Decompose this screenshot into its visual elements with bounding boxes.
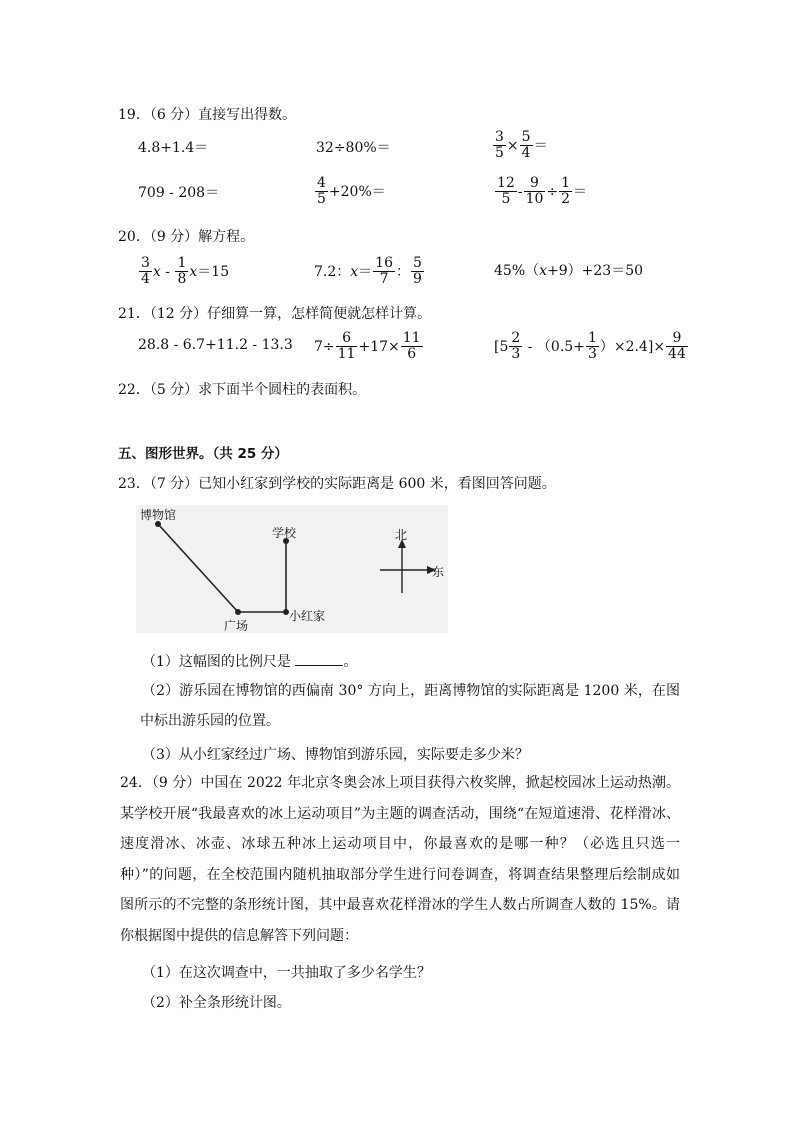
frac-num: 9 [666, 331, 688, 347]
square-point [235, 609, 241, 615]
q20-item-b [314, 256, 425, 288]
frac-den: 4 [521, 145, 531, 162]
q20-item-c [494, 260, 643, 280]
frac-den: 5 [501, 191, 511, 208]
frac-den: 5 [317, 191, 326, 208]
frac-den: 3 [511, 346, 521, 363]
label-museum: 博物馆 [140, 508, 177, 522]
frac-den: 11 [337, 346, 356, 363]
q24-part1: （1）在这次调查中，一共抽取了多少名学生？ [142, 965, 431, 981]
variable-x: x [152, 263, 161, 280]
frac-den: 10 [525, 191, 544, 208]
expr-text: 7÷ [314, 338, 335, 355]
frac-num: 1 [177, 255, 187, 271]
frac-num: 2 [511, 330, 521, 346]
q19-item-b: 32÷80%＝ [316, 140, 391, 156]
expr-text: 45%（ [494, 263, 540, 279]
expr-text: +17× [358, 338, 400, 355]
variable-x: x [189, 263, 198, 280]
q23-part3: （3）从小红家经过广场、博物馆到游乐园，实际要走多少米？ [142, 747, 529, 763]
q19-item-f [494, 176, 587, 208]
operator: ÷ [546, 183, 559, 200]
frac-den: 9 [413, 271, 422, 288]
frac-num: 5 [521, 129, 531, 145]
operator: ： [396, 263, 410, 280]
operator: × [506, 137, 519, 154]
frac-num: 3 [141, 255, 150, 271]
variable-x: x [350, 263, 359, 280]
frac-den: 2 [561, 191, 571, 208]
label-square: 广场 [224, 619, 249, 633]
q24-text: 24．（9 分）中国在 2022 年北京冬奥会冰上项目获得六枚奖牌，掀起校园冰上运动热潮。某学校开展“我最喜欢的冰上运动项目”为主题的调查活动，围绕“在短道速滑、花样滑冰、速度滑冰、冰壶、冰球五种冰上运动项目中，你最喜欢的是哪一种？（必选且只选一种）”的问题，在全校范围内随机抽取部分学生进行问卷调查，将调查结果整理后绘制成如图所示的不完整的条形统计图，其中最喜欢花样滑冰的学生人数占所调查人数的 15%。请你根据图中提供的信息解答下列问题： [120, 775, 680, 944]
expr-text: - （0.5+ [523, 338, 585, 355]
q23-heading: 23．（7 分）已知小红家到学校的实际距离是 600 米，看图回答问题。 [118, 476, 556, 492]
section-heading: 五、图形世界。（共 25 分） [118, 446, 288, 462]
equals: ＝ [358, 263, 373, 280]
q19-heading: 19．（6 分）直接写出得数。 [118, 107, 297, 123]
frac-num: 5 [413, 255, 422, 271]
map-figure [136, 505, 448, 633]
label-north: 北 [395, 528, 408, 542]
expr-text: ）×2.4]× [599, 338, 666, 355]
frac-den: 3 [587, 346, 597, 363]
q19-item-c [492, 130, 548, 162]
frac-den: 7 [379, 271, 389, 288]
q21-heading: 21．（12 分）仔细算一算，怎样简便就怎样计算。 [118, 306, 432, 322]
expr-text: [5 [494, 338, 509, 355]
frac-num: 16 [375, 255, 393, 271]
frac-num: 6 [336, 331, 358, 347]
label-home: 小红家 [289, 609, 326, 623]
q19-item-e [314, 176, 386, 208]
q20-heading: 20．（9 分）解方程。 [118, 229, 255, 245]
expr-text: +20%＝ [328, 183, 386, 200]
expr-text: 7.2： [314, 263, 351, 280]
operator: - [517, 183, 523, 200]
frac-num: 11 [402, 330, 421, 346]
q20-item-a [138, 256, 229, 288]
frac-den: 6 [407, 346, 417, 363]
frac-den: 44 [668, 346, 686, 363]
expr-text: ＝15 [197, 263, 230, 280]
equals: ＝ [573, 183, 588, 200]
operator: - [160, 263, 175, 280]
q21-item-b [314, 331, 424, 363]
path-museum-square [158, 524, 238, 612]
q21-item-c [494, 331, 689, 363]
q24-body [120, 768, 680, 951]
q22-heading: 22．（5 分）求下面半个圆柱的表面积。 [118, 382, 367, 398]
q21-item-a: 28.8 - 6.7+11.2 - 13.3 [138, 337, 293, 353]
label-school: 学校 [272, 526, 297, 540]
part-text: 。 [343, 654, 358, 670]
frac-den: 4 [141, 271, 150, 288]
frac-den: 5 [495, 145, 504, 162]
q19-item-a: 4.8+1.4＝ [138, 140, 209, 156]
q23-part1 [142, 651, 357, 671]
frac-num: 12 [497, 175, 515, 191]
expr-text: +9）+23＝50 [547, 263, 644, 279]
frac-num: 1 [561, 175, 571, 191]
variable-x: x [539, 263, 548, 279]
equals: ＝ [533, 137, 548, 154]
label-east: 东 [432, 565, 445, 579]
q24-part2: （2）补全条形统计图。 [142, 995, 291, 1011]
part-text: （1）这幅图的比例尺是 [142, 654, 291, 670]
frac-den: 8 [177, 271, 187, 288]
frac-num: 3 [495, 129, 504, 145]
answer-blank[interactable] [295, 653, 343, 666]
q19-item-d: 709 - 208＝ [138, 185, 220, 201]
frac-num: 4 [317, 175, 326, 191]
frac-num: 9 [524, 176, 546, 192]
q23-part2: （2）游乐园在博物馆的西偏南 30° 方向上，距离博物馆的实际距离是 1200 米，在图中标出游乐园的位置。 [140, 683, 680, 729]
frac-num: 1 [587, 330, 597, 346]
